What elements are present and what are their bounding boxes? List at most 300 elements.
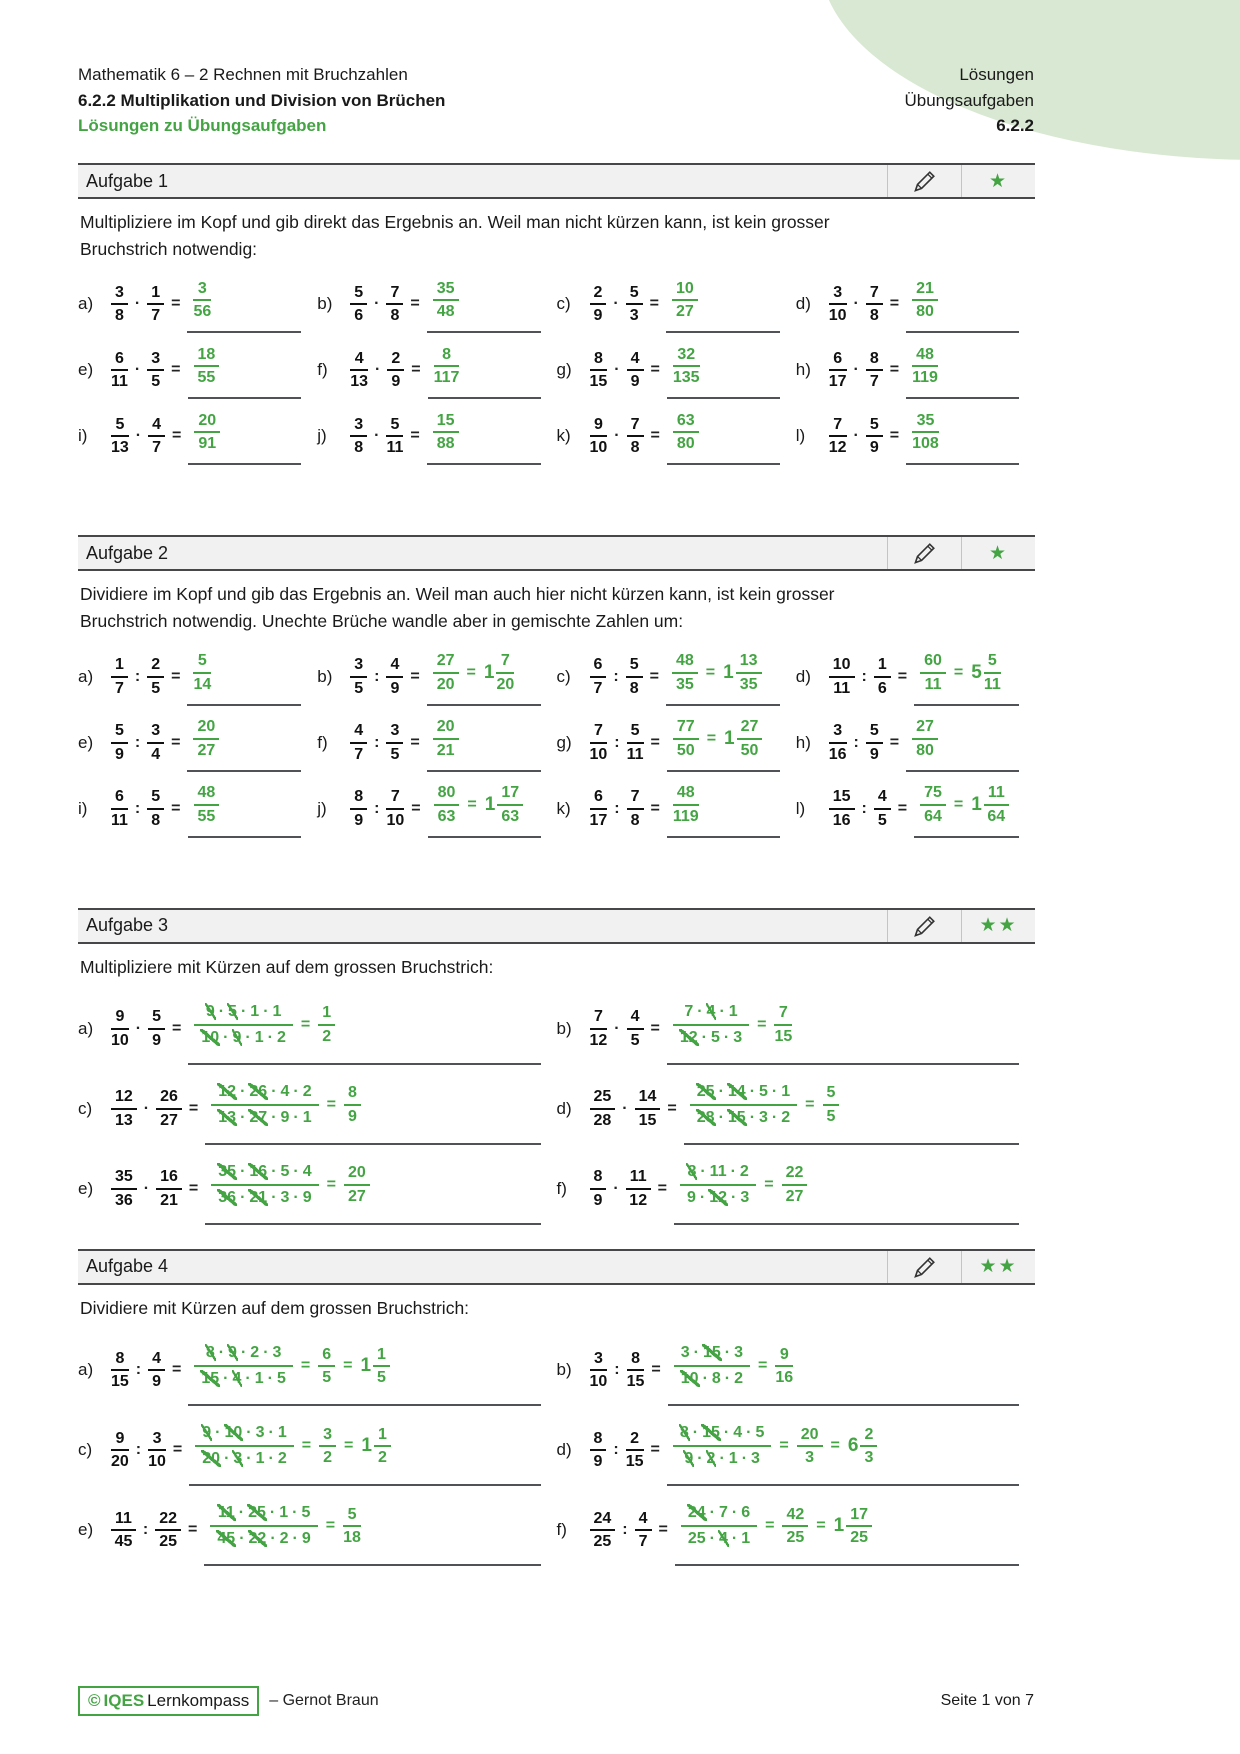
fraction-numerator: 8 — [590, 1167, 607, 1189]
item-label: c) — [78, 1439, 93, 1459]
equals-sign: = — [411, 361, 421, 379]
cancelled-factor: 12 — [218, 1082, 237, 1100]
factor-list — [200, 1370, 287, 1387]
fraction-operand-1 — [590, 349, 608, 391]
fraction-numerator: 1 — [373, 1345, 390, 1367]
fraction-denominator: 117 — [433, 369, 460, 387]
fraction-denominator: 63 — [501, 807, 520, 825]
problem-item — [78, 993, 557, 1065]
equals-sign: = — [758, 1356, 768, 1374]
fraction-denominator: 9 — [152, 1372, 162, 1390]
problem-item — [796, 714, 1035, 772]
problem-item — [78, 1073, 557, 1145]
multiplication-dot: · — [731, 1188, 737, 1206]
pencil-cell — [887, 165, 961, 197]
fraction-numerator: 7 — [774, 1003, 792, 1025]
multiplication-dot: · — [270, 1529, 276, 1547]
multiplication-dot: · — [723, 1028, 730, 1046]
work-fraction — [210, 1503, 317, 1549]
result-fraction — [823, 1083, 840, 1125]
result-fraction — [434, 783, 460, 825]
fraction-numerator: 4 — [148, 1349, 165, 1371]
equals-sign: = — [953, 795, 964, 813]
fraction-denominator: 25 — [786, 1528, 805, 1546]
fraction-denominator: 14 — [193, 675, 212, 693]
fraction-denominator: 11 — [833, 679, 851, 697]
cancelled-factor: 8 — [687, 1162, 697, 1180]
problem-item — [796, 780, 1035, 838]
footer-brand — [78, 1686, 379, 1716]
fraction-numerator: 8 — [590, 349, 608, 371]
fraction-numerator: 3 — [148, 1429, 166, 1451]
multiplication-dot: · — [746, 1423, 752, 1441]
answer-area — [906, 714, 1019, 772]
work-fraction — [690, 1082, 797, 1128]
fraction-denominator: 17 — [589, 811, 608, 829]
cancelled-factor: 25 — [696, 1082, 715, 1100]
factor: 3 — [759, 1108, 768, 1126]
work-numerator — [194, 1002, 293, 1026]
fraction-numerator: 22 — [782, 1163, 808, 1185]
fraction-operand-1 — [111, 655, 128, 697]
result-fraction — [433, 717, 459, 759]
result-fraction — [319, 1425, 336, 1467]
fraction-denominator: 63 — [437, 807, 456, 825]
factor: 1 — [250, 1002, 260, 1020]
fraction-operand-1 — [590, 787, 608, 829]
factor: 4 — [302, 1162, 312, 1180]
cancelled-factor: 45 — [217, 1529, 236, 1547]
difficulty-cell — [961, 537, 1035, 569]
whole-number: 1 — [723, 661, 734, 683]
work-fraction — [674, 1343, 750, 1389]
factor-list — [205, 1003, 283, 1020]
fraction-denominator: 45 — [114, 1532, 133, 1550]
answer-area — [189, 1414, 540, 1486]
fraction-operand-2 — [866, 283, 883, 325]
pencil-icon — [912, 168, 938, 194]
fraction-denominator: 3 — [805, 1448, 815, 1466]
corner-label-number: 6.2.2 — [996, 116, 1034, 135]
factor-list — [680, 1344, 744, 1361]
item-label: f) — [317, 732, 328, 752]
answer-area — [667, 993, 1019, 1065]
cancelled-factor: 25 — [248, 1503, 266, 1521]
fraction-operand-2 — [635, 1087, 661, 1129]
mixed-number — [484, 651, 514, 693]
fraction-operand-2 — [627, 787, 644, 829]
factor: 3 — [255, 1423, 265, 1441]
fraction-numerator: 1 — [147, 283, 164, 305]
result-fraction — [920, 783, 946, 825]
fraction-numerator: 63 — [673, 411, 699, 433]
operator: · — [143, 1179, 150, 1197]
section-header-bar — [78, 535, 1035, 571]
operator: · — [614, 427, 620, 445]
factor: 2 — [734, 1369, 744, 1387]
fraction-numerator: 6 — [829, 349, 847, 371]
cancelled-factor: 27 — [249, 1108, 268, 1126]
fraction-denominator: 7 — [869, 373, 879, 391]
item-label: g) — [556, 732, 572, 752]
factor: 5 — [280, 1162, 290, 1180]
multiplication-dot: · — [245, 1369, 251, 1387]
factor-list — [696, 1109, 791, 1126]
multiplication-dot: · — [271, 1082, 277, 1100]
answer-area — [188, 993, 540, 1065]
factor: 6 — [741, 1503, 751, 1521]
cancelled-factor: 3 — [233, 1449, 243, 1467]
work-fraction — [194, 1343, 293, 1389]
fraction-numerator: 3 — [829, 721, 847, 743]
multiplication-dot: · — [701, 1028, 707, 1046]
result-fraction — [673, 345, 700, 387]
fraction-denominator: 13 — [111, 439, 129, 457]
fraction-operand-2 — [148, 1349, 165, 1391]
fraction-numerator: 48 — [194, 783, 220, 805]
fraction-operand-1 — [590, 415, 608, 457]
problem-item — [317, 714, 556, 772]
item-label: a) — [78, 1359, 94, 1379]
work-fraction — [673, 1423, 772, 1469]
fraction-numerator: 3 — [111, 283, 128, 305]
fraction-denominator: 9 — [390, 679, 400, 697]
fraction-denominator: 13 — [350, 373, 369, 391]
factor: 2 — [781, 1108, 791, 1126]
multiplication-dot: · — [239, 1529, 245, 1547]
factor-list — [687, 1530, 751, 1547]
result-fraction — [318, 1345, 335, 1387]
multiplication-dot: · — [238, 1503, 245, 1521]
fraction-operand-1 — [111, 1087, 137, 1129]
answer-area — [667, 1414, 1019, 1486]
fraction — [373, 1345, 390, 1387]
answer-area — [674, 1153, 1019, 1225]
fraction-numerator: 48 — [912, 345, 938, 367]
section-aufgabe-3 — [78, 908, 1035, 1225]
fraction-denominator: 9 — [869, 439, 879, 457]
fraction-numerator: 5 — [626, 655, 643, 677]
fraction-denominator: 15 — [589, 373, 608, 391]
operator: · — [134, 295, 141, 313]
whole-number: 1 — [360, 1354, 372, 1376]
work-fraction — [211, 1082, 318, 1128]
whole-number: 1 — [833, 1514, 845, 1536]
fraction-numerator: 8 — [350, 787, 367, 809]
factor: 2 — [250, 1343, 260, 1361]
equals-sign: = — [343, 1356, 353, 1374]
item-label: k) — [556, 426, 571, 446]
equals-sign: = — [171, 295, 181, 313]
work-denominator — [673, 1447, 772, 1469]
answer-area — [188, 780, 302, 838]
equals-sign: = — [764, 1175, 774, 1193]
fraction-denominator: 56 — [193, 303, 212, 321]
fraction-denominator: 15 — [625, 1452, 644, 1470]
fraction-denominator: 17 — [828, 373, 847, 391]
multiplication-dot: · — [240, 1108, 246, 1126]
pencil-cell — [887, 1251, 961, 1283]
equals-sign: = — [889, 361, 900, 379]
fraction-numerator: 5 — [147, 787, 164, 809]
fraction-numerator: 42 — [782, 1505, 808, 1527]
operator: : — [861, 799, 867, 817]
factor: 1 — [302, 1108, 312, 1126]
result-fraction — [434, 345, 460, 387]
answer-area — [205, 1073, 540, 1145]
answer-area — [187, 275, 301, 333]
multiplication-dot: · — [692, 1423, 699, 1441]
fraction-operand-1 — [590, 655, 607, 697]
answer-area — [667, 714, 780, 772]
problem-item — [317, 341, 556, 399]
multiplication-dot: · — [271, 1108, 277, 1126]
fraction-operand-1 — [829, 787, 855, 829]
item-label: e) — [78, 1178, 94, 1198]
fraction-denominator: 16 — [828, 745, 847, 763]
fraction-numerator: 4 — [148, 415, 165, 437]
fraction-operand-2 — [626, 283, 643, 325]
fraction-operand-1 — [829, 283, 847, 325]
fraction-operand-2 — [386, 283, 403, 325]
fraction-numerator: 1 — [874, 655, 891, 677]
fraction-denominator: 7 — [151, 307, 161, 325]
operator: · — [135, 1019, 142, 1037]
pencil-cell — [887, 910, 961, 942]
solutions-subtitle: Lösungen zu Übungsaufgaben — [78, 116, 327, 135]
multiplication-dot: · — [741, 1449, 748, 1467]
operator: · — [374, 427, 380, 445]
fraction-denominator: 15 — [638, 1111, 657, 1129]
work-numerator — [194, 1343, 293, 1367]
equals-sign: = — [779, 1436, 789, 1454]
multiplication-dot: · — [719, 1449, 725, 1467]
multiplication-dot: · — [292, 1529, 298, 1547]
work-denominator — [194, 1026, 293, 1048]
cancelled-factor: 9 — [202, 1423, 212, 1441]
pencil-icon — [912, 540, 938, 566]
operator: : — [614, 733, 620, 751]
answer-area — [205, 1153, 540, 1225]
equals-sign: = — [188, 1520, 198, 1538]
operator: · — [853, 361, 859, 379]
factor-list — [217, 1163, 312, 1180]
problem-item — [317, 275, 556, 333]
factor: 3 — [740, 1188, 750, 1206]
fraction-denominator: 5 — [390, 745, 400, 763]
problem-item — [557, 714, 796, 772]
factor-list — [683, 1450, 761, 1467]
section-aufgabe-2 — [78, 535, 1035, 837]
mixed-number — [848, 1425, 877, 1467]
fraction-operand-1 — [590, 1429, 607, 1471]
fraction-operand-2 — [627, 721, 644, 763]
result-fraction — [673, 411, 699, 453]
star-icon: ★★ — [979, 1256, 1018, 1278]
mixed-number — [724, 717, 762, 759]
equals-sign: = — [172, 1440, 183, 1458]
answer-area — [188, 1334, 540, 1406]
multiplication-dot: · — [700, 1162, 706, 1180]
answer-area — [188, 341, 302, 399]
multiplication-dot: · — [293, 1188, 299, 1206]
fraction-numerator: 4 — [635, 1509, 652, 1531]
instruction-text: Dividiere im Kopf und gib das Ergebnis an. Weil man auch hier nicht kürzen kann, ist kein grosser Bruchstrich notwendig. Unechte Brüche wandle aber in gemischte Zahlen um: — [80, 584, 835, 632]
fraction-operand-1 — [590, 1167, 607, 1209]
operator: : — [614, 1360, 620, 1378]
fraction-numerator: 6 — [590, 655, 607, 677]
fraction-numerator: 15 — [829, 787, 855, 809]
fraction-numerator: 7 — [386, 787, 404, 809]
factor: 5 — [711, 1028, 720, 1046]
cancelled-factor: 5 — [228, 1002, 237, 1020]
star-icon: ★ — [988, 542, 1009, 564]
item-label: h) — [795, 360, 811, 380]
fraction-numerator: 9 — [111, 1007, 129, 1029]
problem-item — [557, 1494, 1036, 1566]
fraction-numerator: 21 — [912, 279, 938, 301]
fraction-denominator: 4 — [151, 745, 161, 763]
fraction-denominator: 10 — [589, 439, 608, 457]
item-label: e) — [78, 732, 94, 752]
problem-item — [78, 648, 317, 706]
fraction-denominator: 12 — [828, 439, 847, 457]
problem-item — [796, 275, 1035, 333]
fraction-numerator: 8 — [344, 1083, 361, 1105]
multiplication-dot: · — [240, 1188, 246, 1206]
fraction-operand-1 — [829, 349, 847, 391]
fraction-numerator: 3 — [319, 1425, 336, 1447]
result-fraction — [433, 279, 459, 321]
item-label: c) — [556, 294, 571, 314]
fraction-operand-1 — [111, 349, 128, 391]
fraction-denominator: 5 — [151, 679, 161, 697]
fraction-numerator: 24 — [590, 1509, 616, 1531]
work-numerator — [681, 1503, 757, 1527]
fraction-operand-2 — [626, 1167, 651, 1209]
fraction-operand-1 — [350, 415, 367, 457]
work-denominator — [211, 1186, 318, 1208]
equals-sign: = — [650, 1019, 660, 1037]
result-fraction — [194, 783, 220, 825]
fraction-numerator: 77 — [673, 717, 699, 739]
fraction-numerator: 7 — [627, 415, 644, 437]
mixed-number — [361, 1425, 390, 1467]
aufgabe-title: Aufgabe 4 — [86, 1256, 169, 1277]
fraction-numerator: 11 — [626, 1167, 651, 1189]
multiplication-dot: · — [709, 1503, 715, 1521]
work-numerator — [680, 1162, 756, 1186]
factor-list — [679, 1424, 766, 1441]
pencil-cell — [887, 537, 961, 569]
fraction-operand-1 — [590, 1349, 608, 1391]
fraction-operand-2 — [147, 349, 164, 391]
result-fraction — [912, 717, 938, 759]
fraction-operand-2 — [155, 1509, 181, 1551]
result-fraction — [433, 411, 459, 453]
fraction-denominator: 64 — [924, 807, 942, 825]
factor-list — [205, 1344, 283, 1361]
fraction-operand-1 — [111, 415, 129, 457]
fraction-numerator: 5 — [111, 415, 129, 437]
answer-area — [187, 648, 301, 706]
fraction-denominator: 9 — [348, 1107, 357, 1125]
instruction-text: Multipliziere mit Kürzen auf dem grossen Bruchstrich: — [80, 956, 494, 977]
fraction-operand-1 — [350, 349, 368, 391]
fraction-numerator: 20 — [194, 411, 220, 433]
factor: 25 — [687, 1529, 706, 1547]
cancelled-factor: 10 — [224, 1423, 243, 1441]
multiplication-dot: · — [245, 1028, 251, 1046]
multiplication-dot: · — [693, 1343, 699, 1361]
fraction-denominator: 8 — [115, 307, 124, 325]
item-label: d) — [795, 294, 811, 314]
cancelled-factor: 12 — [679, 1028, 698, 1046]
fraction-numerator: 2 — [387, 349, 404, 371]
problem-item — [78, 341, 317, 399]
fraction-numerator: 8 — [627, 1349, 645, 1371]
fraction-numerator: 5 — [866, 415, 883, 437]
fraction-operand-1 — [829, 655, 855, 697]
fraction-denominator: 7 — [354, 745, 364, 763]
problem-item — [557, 1073, 1036, 1145]
operator: : — [374, 667, 380, 685]
fraction-operand-2 — [386, 415, 403, 457]
difficulty-cell — [961, 165, 1035, 197]
problem-item — [557, 1153, 1036, 1225]
fraction-operand-2 — [866, 415, 883, 457]
cancelled-factor: 14 — [727, 1082, 746, 1100]
equals-sign: = — [805, 1095, 815, 1113]
fraction-denominator: 7 — [152, 439, 162, 457]
operator: · — [614, 1019, 620, 1037]
factor: 2 — [302, 1082, 312, 1100]
factor: 2 — [276, 1028, 286, 1046]
problem-item — [78, 1153, 557, 1225]
fraction — [496, 651, 514, 693]
answer-area — [667, 780, 780, 838]
fraction-denominator: 10 — [111, 1031, 129, 1049]
equals-sign: = — [466, 663, 476, 681]
result-fraction — [672, 651, 698, 693]
answer-area — [667, 341, 780, 399]
multiplication-dot: · — [293, 1082, 299, 1100]
equals-sign: = — [649, 295, 659, 313]
work-denominator — [680, 1186, 756, 1208]
equals-sign: = — [897, 799, 908, 817]
problem-item — [557, 1334, 1036, 1406]
cancelled-factor: 28 — [696, 1108, 715, 1126]
fraction-numerator: 32 — [673, 345, 700, 367]
factor: 3 — [680, 1343, 690, 1361]
fraction-operand-1 — [111, 1349, 129, 1391]
fraction-denominator: 119 — [672, 807, 699, 825]
mixed-number — [485, 783, 523, 825]
result-fraction — [912, 279, 938, 321]
fraction-numerator: 5 — [984, 651, 1001, 673]
answer-area — [428, 780, 541, 838]
fraction-denominator: 9 — [391, 373, 401, 391]
answer-area — [668, 1334, 1019, 1406]
equals-sign: = — [816, 1516, 826, 1534]
fraction-denominator: 3 — [864, 1448, 874, 1466]
multiplication-dot: · — [702, 1369, 708, 1387]
fraction-numerator: 3 — [829, 283, 847, 305]
cancelled-factor: 9 — [232, 1028, 242, 1046]
factor: 7 — [719, 1503, 728, 1521]
equals-sign: = — [171, 799, 181, 817]
problem-item — [557, 1414, 1036, 1486]
